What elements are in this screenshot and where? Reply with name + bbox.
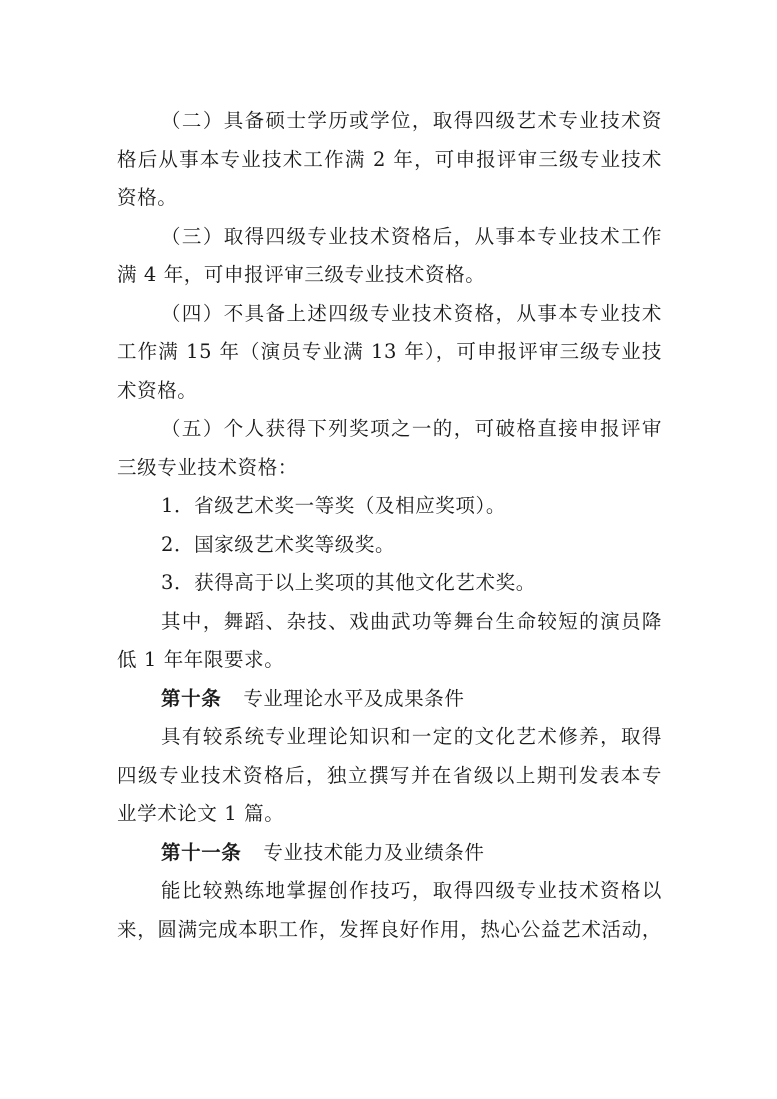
text-line: 低 1 年年限要求。	[117, 648, 285, 671]
text-line: 具有较系统专业理论知识和一定的文化艺术修养，取得	[161, 725, 662, 748]
text-line: 三级专业技术资格：	[117, 455, 298, 479]
text-line: （二）具备硕士学历或学位，取得四级艺术专业技术资	[161, 109, 662, 132]
text-line: （三）取得四级专业技术资格后，从事本专业技术工作	[161, 224, 662, 248]
text-line: 术资格。	[117, 378, 198, 402]
paragraph-note	[117, 603, 662, 680]
paragraph-item-3	[117, 218, 662, 295]
text-line: 四级专业技术资格后，独立撰写并在省级以上期刊发表本专	[117, 763, 662, 787]
text-line: （五）个人获得下列奖项之一的，可破格直接申报评审	[161, 417, 662, 440]
paragraph-item-2	[117, 102, 662, 218]
text-line: （四）不具备上述四级专业技术资格，从事本专业技术	[161, 301, 662, 325]
document-page	[117, 102, 662, 949]
text-line: 来，圆满完成本职工作，发挥良好作用，热心公益艺术活动，	[117, 917, 662, 941]
article-10	[117, 680, 662, 834]
article-number: 第十一条	[161, 840, 242, 864]
text-line: 能比较熟练地掌握创作技巧，取得四级专业技术资格以	[161, 879, 662, 902]
article-11	[117, 834, 662, 950]
list-item: 1．省级艺术奖一等奖（及相应奖项）。	[161, 494, 506, 517]
text-line: 格后从事本专业技术工作满 2 年，可申报评审三级专业技术	[117, 147, 662, 171]
article-title: 专业理论水平及成果条件	[243, 686, 465, 710]
text-line: 其中，舞蹈、杂技、戏曲武功等舞台生命较短的演员降	[161, 609, 662, 633]
paragraph-item-4	[117, 295, 662, 411]
article-number: 第十条	[161, 686, 222, 710]
paragraph-item-5	[117, 410, 662, 487]
text-line: 资格。	[117, 186, 178, 209]
list-item: 3．获得高于以上奖项的其他文化艺术奖。	[161, 571, 536, 594]
text-line: 业学术论文 1 篇。	[117, 802, 285, 825]
award-list	[117, 487, 662, 603]
text-line: 满 4 年，可申报评审三级专业技术资格。	[117, 263, 486, 286]
article-title: 专业技术能力及业绩条件	[263, 840, 485, 864]
list-item: 2．国家级艺术奖等级奖。	[161, 532, 396, 556]
text-line: 工作满 15 年（演员专业满 13 年），可申报评审三级专业技	[117, 340, 662, 363]
article-heading	[117, 834, 662, 873]
article-heading	[117, 680, 662, 719]
